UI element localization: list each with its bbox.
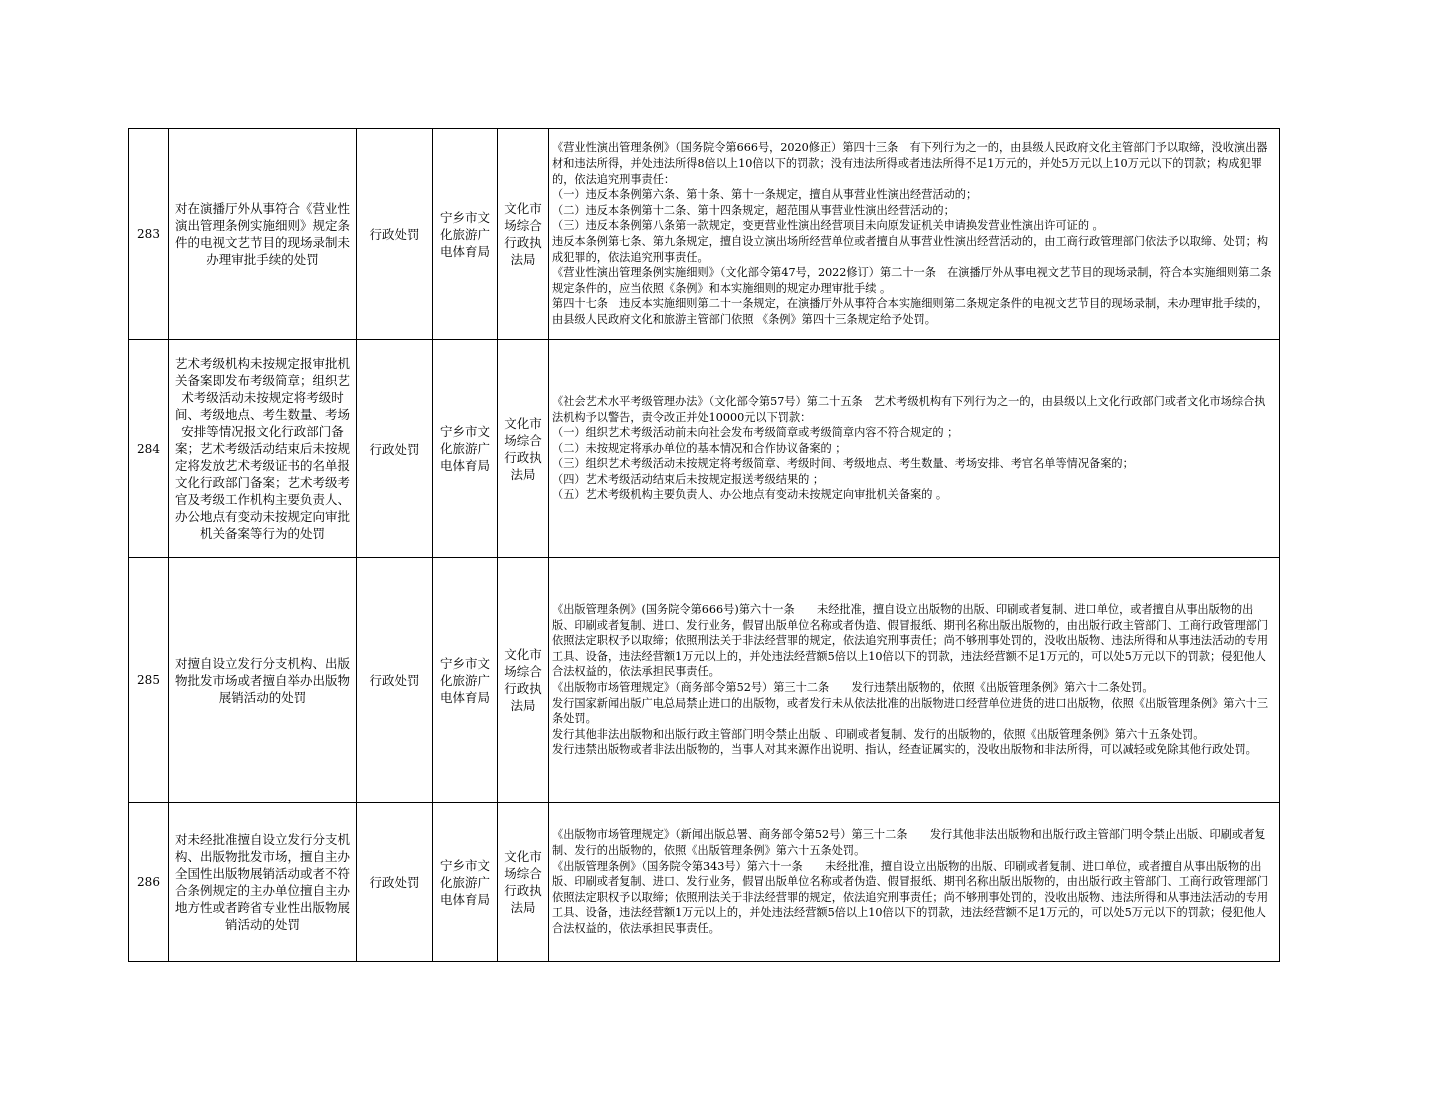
- basis-paragraph: 《出版物市场管理规定》（商务部令第52号）第三十二条 发行违禁出版物的，依照《出版管理条例》第六十二条处罚。: [552, 681, 1154, 694]
- basis-paragraph: （二）未按规定将承办单位的基本情况和合作协议备案的 ；: [552, 441, 847, 455]
- legal-basis: [549, 558, 1280, 803]
- basis-paragraph: 《营业性演出管理条例》（国务院令第666号，2020修正）第四十三条 有下列行为之一的，由县级人民政府文化主管部门予以取缔，没收演出器材和违法所得，并处违法所得8倍以上10倍以下的罚款；没有违法所得或者违法所得不足1万元的，并处5万元以上10万元以下的罚款；构成犯罪的，依法追究刑事责任：: [552, 141, 1268, 186]
- responsible-department: 宁乡市文化旅游广电体育局: [433, 803, 498, 962]
- basis-paragraph: （二）违反本条例第十二条、第十四条规定，超范围从事营业性演出经营活动的；: [552, 203, 955, 217]
- basis-paragraph: 发行其他非法出版物和出版行政主管部门明令禁止出版 、印刷或者复制、发行的出版物的，依照《出版管理条例》第六十五条处罚。: [552, 727, 1205, 741]
- item-name: 艺术考级机构未按规定报审批机关备案即发布考级简章；组织艺术考级活动未按规定将考级时间、考级地点、考生数量、考场安排等情况报文化行政部门备案；艺术考级活动结束后未按规定将发放艺术考级证书的名单报文化行政部门备案；艺术考级考官及考级工作机构主要负责人、办公地点有变动未按规定向审批机关备案等行为的处罚: [169, 340, 357, 558]
- responsible-department: 宁乡市文化旅游广电体育局: [433, 558, 498, 803]
- basis-paragraph: （五）艺术考级机构主要负责人、办公地点有变动未按规定向审批机关备案的 。: [552, 488, 948, 502]
- row-number: 286: [129, 803, 169, 962]
- basis-paragraph: 《出版物市场管理规定》（新闻出版总署、商务部令第52号）第三十二条 发行其他非法出版物和出版行政主管部门明令禁止出版、印刷或者复制、发行的出版物的，依照《出版管理条例》第六十五条处罚。: [552, 828, 1266, 858]
- item-type: 行政处罚: [357, 340, 433, 558]
- table-row: [129, 129, 1280, 340]
- legal-basis: [549, 803, 1280, 962]
- table-row: [129, 803, 1280, 962]
- table-row: [129, 340, 1280, 558]
- responsible-department: 宁乡市文化旅游广电体育局: [433, 340, 498, 558]
- basis-paragraph: （三）组织艺术考级活动未按规定将考级简章、考级时间、考级地点、考生数量、考场安排、考官名单等情况备案的；: [552, 457, 1134, 471]
- row-number: 283: [129, 129, 169, 340]
- row-number: 284: [129, 340, 169, 558]
- item-name: 对擅自设立发行分支机构、出版物批发市场或者擅自举办出版物展销活动的处罚: [169, 558, 357, 803]
- row-number: 285: [129, 558, 169, 803]
- enforcement-agency: 文化市场综合行政执法局: [498, 129, 549, 340]
- enforcement-agency: 文化市场综合行政执法局: [498, 340, 549, 558]
- table-row: [129, 558, 1280, 803]
- basis-paragraph: 违反本条例第七条、第九条规定，擅自设立演出场所经营单位或者擅自从事营业性演出经营活动的，由工商行政管理部门依法予以取缔、处罚；构成犯罪的，依法追究刑事责任。: [552, 235, 1269, 264]
- basis-paragraph: 发行违禁出版物或者非法出版物的，当事人对其来源作出说明、指认，经查证属实的，没收出版物和非法所得，可以减轻或免除其他行政处罚。: [552, 743, 1257, 757]
- enforcement-agency: 文化市场综合行政执法局: [498, 558, 549, 803]
- basis-paragraph: （三）违反本条例第八条第一款规定，变更营业性演出经营项目未向原发证机关申请换发营业性演出许可证的 。: [552, 219, 1104, 233]
- item-type: 行政处罚: [357, 803, 433, 962]
- item-name: 对在演播厅外从事符合《营业性演出管理条例实施细则》规定条件的电视文艺节目的现场录制未办理审批手续的处罚: [169, 129, 357, 340]
- basis-paragraph: （一）违反本条例第六条、第十条、第十一条规定，擅自从事营业性演出经营活动的；: [552, 188, 978, 202]
- responsible-department: 宁乡市文化旅游广电体育局: [433, 129, 498, 340]
- basis-paragraph: （四）艺术考级活动结束后未按规定报送考级结果的 ；: [552, 472, 825, 486]
- basis-paragraph: 《社会艺术水平考级管理办法》（文化部令第57号）第二十五条 艺术考级机构有下列行为之一的，由县级以上文化行政部门或者文化市场综合执法机构予以警告，责令改正并处10000元以下罚款：: [552, 394, 1266, 424]
- basis-paragraph: 《出版管理条例》(国务院令第666号)第六十一条 未经批准，擅自设立出版物的出版、印刷或者复制、进口单位，或者擅自从事出版物的出版、印刷或者复制、进口、发行业务，假冒出版单位名称或者伪造、假冒报纸、期刊名称出版出版物的，由出版行政主管部门、工商行政管理部门依照法定职权予以取缔；依照刑法关于非法经营罪的规定，依法追究刑事责任；尚不够刑事处罚的，没收出版物、违法所得和从事违法活动的专用工具、设备，违法经营额1万元以上的，并处违法经营额5倍以上10倍以下的罚款，违法经营额不足1万元的，可以处5万元以下的罚款；侵犯他人合法权益的，依法承担民事责任。: [552, 603, 1269, 679]
- enforcement-agency: 文化市场综合行政执法局: [498, 803, 549, 962]
- basis-paragraph: 《营业性演出管理条例实施细则》（文化部令第47号，2022修订）第二十一条 在演播厅外从事电视文艺节目的现场录制，符合本实施细则第二条规定条件的，应当依照《条例》和本实施细则的规定办理审批手续 。: [552, 266, 1272, 295]
- item-type: 行政处罚: [357, 129, 433, 340]
- basis-paragraph: 《出版管理条例》（国务院令第343号）第六十一条 未经批准，擅自设立出版物的出版、印刷或者复制、进口单位，或者擅自从事出版物的出版、印刷或者复制、进口、发行业务，假冒出版单位名称或者伪造、假冒报纸、期刊名称出版出版物的，由出版行政主管部门、工商行政管理部门依照法定职权予以取缔；依照刑法关于非法经营罪的规定，依法追究刑事责任；尚不够刑事处罚的，没收出版物、违法所得和从事违法活动的专用工具、设备，违法经营额1万元以上的，并处违法经营额5倍以上10倍以下的罚款，违法经营额不足1万元的，可以处5万元以下的罚款；侵犯他人合法权益的，依法承担民事责任。: [552, 859, 1269, 935]
- item-name: 对未经批准擅自设立发行分支机构、出版物批发市场，擅自主办全国性出版物展销活动或者不符合条例规定的主办单位擅自主办地方性或者跨省专业性出版物展销活动的处罚: [169, 803, 357, 962]
- basis-paragraph: （一）组织艺术考级活动前未向社会发布考级简章或考级简章内容不符合规定的 ；: [552, 426, 959, 440]
- basis-paragraph: 发行国家新闻出版广电总局禁止进口的出版物，或者发行未从依法批准的出版物进口经营单位进货的进口出版物，依照《出版管理条例》第六十三条处罚。: [552, 696, 1269, 726]
- penalty-table: [128, 128, 1280, 962]
- item-type: 行政处罚: [357, 558, 433, 803]
- basis-paragraph: 第四十七条 违反本实施细则第二十一条规定，在演播厅外从事符合本实施细则第二条规定条件的电视文艺节目的现场录制，未办理审批手续的，由县级人民政府文化和旅游主管部门依照 《条例》第四十三条规定给予处罚。: [552, 297, 1269, 326]
- legal-basis: [549, 129, 1280, 340]
- legal-basis: [549, 340, 1280, 558]
